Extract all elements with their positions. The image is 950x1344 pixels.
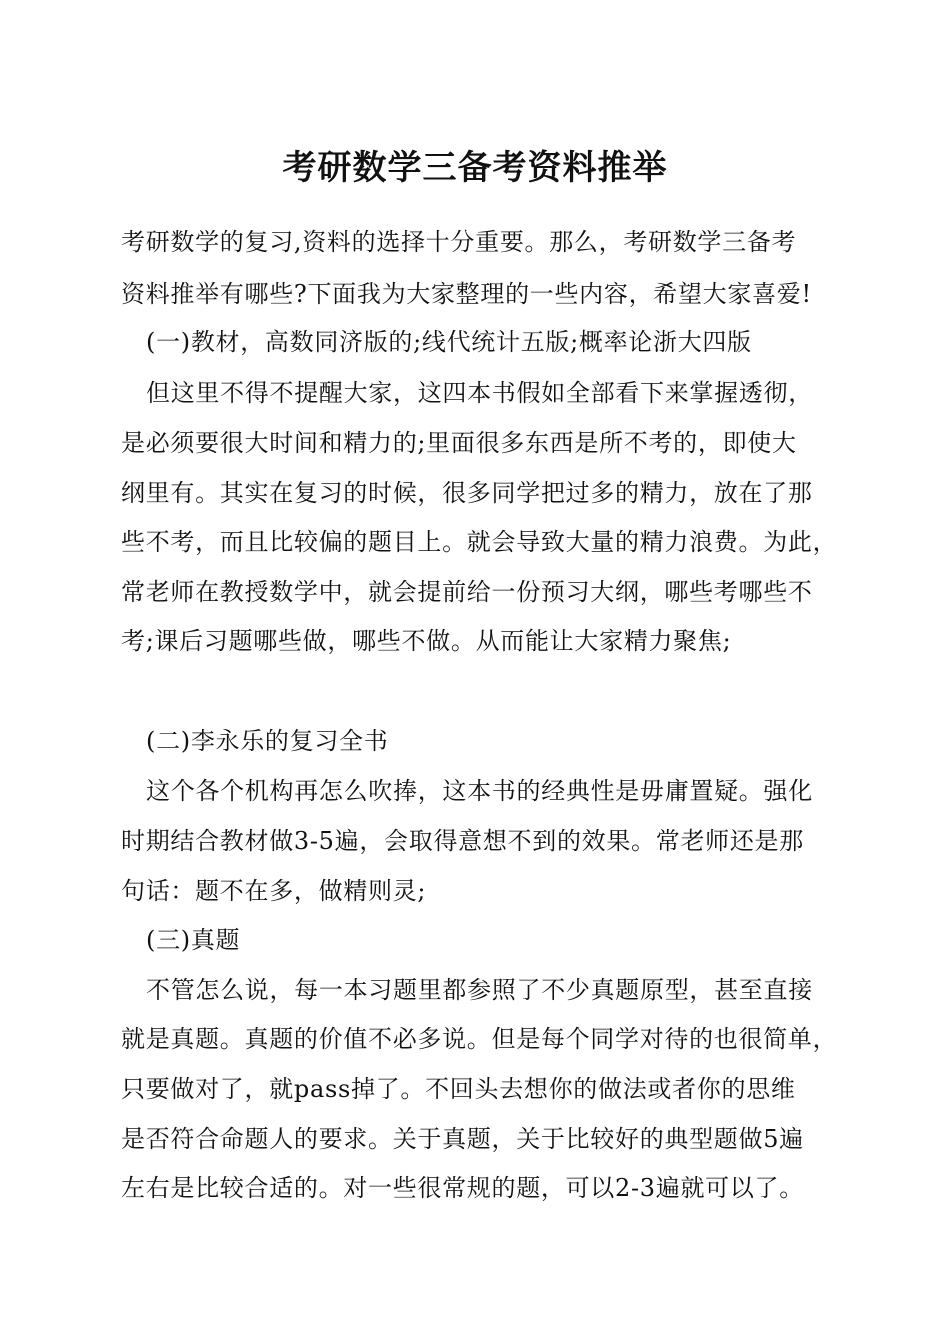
paragraph-line: 些不考，而且比较偏的题目上。就会导致大量的精力浪费。为此， (121, 528, 838, 556)
document-title: 考研数学三备考资料推举 (282, 148, 668, 188)
section-heading: (三)真题 (146, 926, 241, 954)
paragraph-line: 时期结合教材做3-5遍，会取得意想不到的效果。常老师还是那 (121, 827, 804, 855)
paragraph-line: 就是真题。真题的价值不必多说。但是每个同学对待的也很简单， (121, 1025, 838, 1053)
section-heading: (二)李永乐的复习全书 (146, 727, 389, 755)
paragraph-line: 考;课后习题哪些做，哪些不做。从而能让大家精力聚焦; (121, 627, 732, 655)
paragraph-line: 不管怎么说，每一本习题里都参照了不少真题原型，甚至直接 (146, 976, 813, 1004)
paragraph-line: 只要做对了，就pass掉了。不回头去想你的做法或者你的思维 (121, 1075, 796, 1103)
paragraph-line: 资料推举有哪些?下面我为大家整理的一些内容，希望大家喜爱! (121, 280, 812, 308)
paragraph-line: 考研数学的复习,资料的选择十分重要。那么，考研数学三备考 (121, 228, 797, 256)
paragraph-line: 是否符合命题人的要求。关于真题，关于比较好的典型题做5遍 (121, 1125, 804, 1153)
paragraph-line: 纲里有。其实在复习的时候，很多同学把过多的精力，放在了那 (121, 479, 813, 507)
section-heading: (一)教材，高数同济版的;线代统计五版;概率论浙大四版 (146, 328, 752, 356)
paragraph-line: 这个各个机构再怎么吹捧，这本书的经典性是毋庸置疑。强化 (146, 777, 813, 805)
paragraph-line: 但这里不得不提醒大家，这四本书假如全部看下来掌握透彻， (146, 379, 813, 407)
paragraph-line: 句话：题不在多，做精则灵; (121, 877, 427, 905)
paragraph-line: 常老师在教授数学中，就会提前给一份预习大纲，哪些考哪些不 (121, 578, 813, 606)
paragraph-line: 左右是比较合适的。对一些很常规的题，可以2-3遍就可以了。 (121, 1174, 804, 1202)
paragraph-line: 是必须要很大时间和精力的;里面很多东西是所不考的，即使大 (121, 429, 797, 457)
